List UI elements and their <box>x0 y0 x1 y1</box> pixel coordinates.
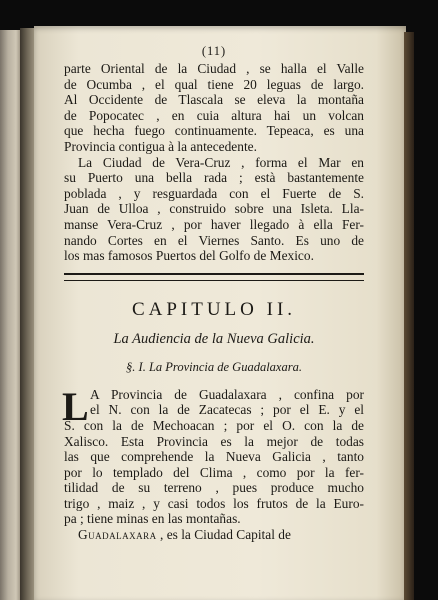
text-line: de Ocumba , el qual tiene 20 leguas de largo. <box>64 76 364 92</box>
paragraph-3 <box>62 383 364 527</box>
text-line: poblada , y resguardada con el Fuerte de S. <box>64 185 364 201</box>
city-name: Guadalaxara <box>78 527 157 543</box>
text-fragment: , es la Ciudad Capital de <box>156 527 291 543</box>
left-page-edge <box>0 30 20 600</box>
text-line <box>64 527 364 543</box>
chapter-title: CAPITULO II. <box>131 298 297 320</box>
text-line: los mas famosos Puertos del Golfo de Mexico. <box>64 248 314 264</box>
text-line: Juan de Ulloa , construido sobre una Isleta. Lla- <box>64 201 364 217</box>
section-title: §. I. La Provincia de Guadalaxara. <box>126 359 302 374</box>
text-line: pa ; tiene minas en las montañas. <box>64 511 241 527</box>
text-line: las que comprehende la Nueva Galicia , tanto <box>64 449 364 465</box>
text-line: tilidad de su terreno , pues produce mucho <box>64 480 364 496</box>
section-divider <box>64 273 364 281</box>
paragraph-1 <box>64 61 364 155</box>
text-line: Xalisco. Esta Provincia es la mejor de todas <box>64 433 364 449</box>
text-line: su Puerto una bella rada ; està bastantemente <box>64 170 364 186</box>
drop-cap: L <box>62 383 89 429</box>
text-line: Al Occidente de Tlascala se eleva la montaña <box>64 92 364 108</box>
paragraph-4 <box>64 527 364 543</box>
text-line: A Provincia de Guadalaxara , confina por <box>90 386 364 402</box>
text-line: manse Vera-Cruz , por haver llegado à ella Fer- <box>64 216 364 232</box>
text-line: nando Cortes en el Viernes Santo. Es uno de <box>64 232 364 248</box>
text-line: el N. con la de Zacatecas ; por el E. y el <box>90 402 364 418</box>
text-line: que hecha fuego continuamente. Tepeaca, es una <box>64 123 364 139</box>
book-cover-edge <box>404 32 414 600</box>
text-line: trigo , maiz , y casi todos los frutos de la Euro- <box>64 495 364 511</box>
text-line: de Popocatec , en cuia altura hai un volcan <box>64 107 364 123</box>
text-line: S. con la de Mechoacan ; por el O. con la de <box>64 417 364 433</box>
chapter-subtitle: La Audiencia de la Nueva Galicia. <box>113 330 315 347</box>
text-line: Provincia contigua à la antecedente. <box>64 138 257 154</box>
page-content <box>64 44 364 543</box>
page-number: (11) <box>201 44 227 58</box>
paragraph-2 <box>64 155 364 264</box>
text-line: por lo templado del Clima , como por la fer- <box>64 464 364 480</box>
text-line: La Ciudad de Vera-Cruz , forma el Mar en <box>78 154 364 170</box>
text-line: parte Oriental de la Ciudad , se halla el Valle <box>64 61 364 76</box>
